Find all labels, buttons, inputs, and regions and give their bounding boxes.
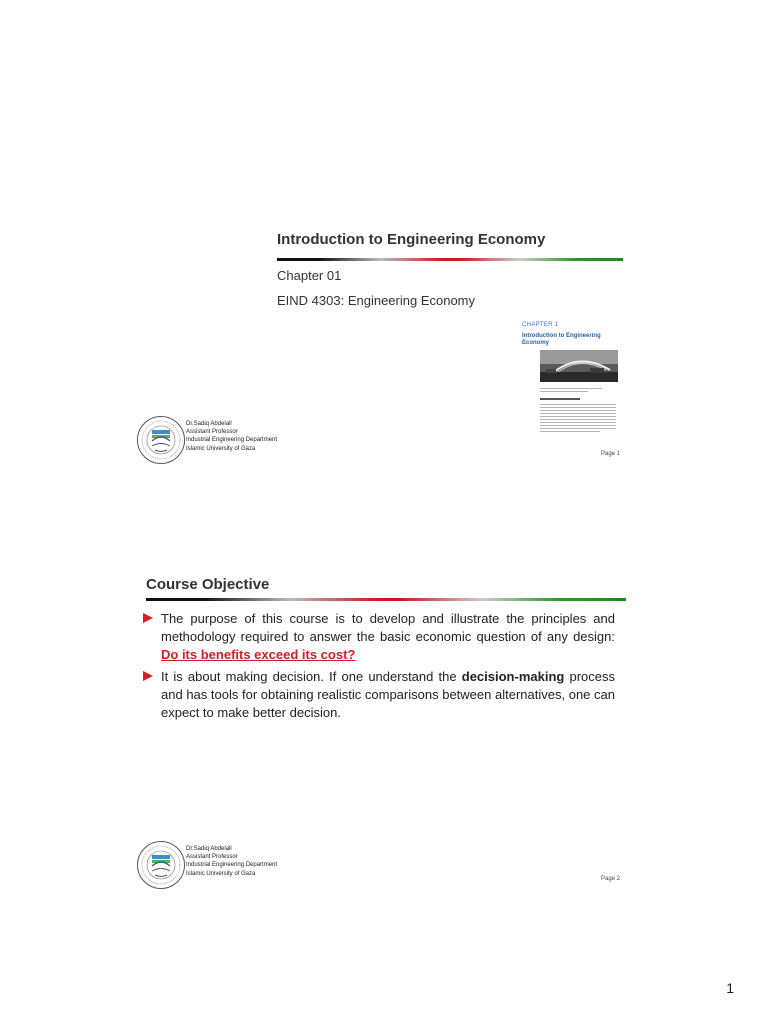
cover-photo [540,350,618,382]
footer-position: Assistant Professor [186,854,238,861]
footer-name: Dr.Sadiq Abdelall [186,421,232,427]
bullet-triangle-icon [143,613,153,623]
university-logo-icon [136,840,186,890]
slide2-title-rule [146,598,626,601]
book-cover-thumbnail [514,318,622,442]
cover-subheading [540,398,580,400]
slide2-page-label: Page 2 [601,876,621,882]
bullet-1-text: The purpose of this course is to develop and illustrate the principles and methodology required to answer the basic economic question of any design: [161,611,615,644]
slide2-title: Course Objective [146,576,270,593]
slide1-title-rule [277,258,623,261]
slide1-chapter: Chapter 01 [277,268,342,283]
footer-name: Dr.Sadiq Abdelall [186,846,232,852]
footer-department: Industrial Engineering Department [186,862,278,869]
document-page-number: 1 [726,980,734,996]
footer-department: Industrial Engineering Department [186,437,278,444]
bullet-1-highlight: Do its benefits exceed its cost? [161,647,356,662]
slide1-page-label: Page 1 [601,451,621,457]
cover-chapter-label: CHAPTER 1 [522,322,559,328]
bullet-2-text-before: It is about making decision. If one understand the [161,669,462,684]
slide1-footer [136,415,306,465]
bullet-2-bold: decision-making [461,669,565,684]
university-logo-icon [136,415,186,465]
slide1-title: Introduction to Engineering Economy [277,231,546,248]
slide2-footer [136,840,306,890]
cover-title: Introduction to Engineering Economy [522,333,601,346]
footer-university: Islamic University of Gaza [186,445,256,452]
footer-position: Assistant Professor [186,429,238,436]
footer-university: Islamic University of Gaza [186,870,256,877]
slide1-course-code: EIND 4303: Engineering Economy [277,293,476,308]
bullet-2-text-after: process and has tools for obtaining realistic comparisons between alternatives, one can expect to make better decision. [161,669,615,720]
bullet-triangle-icon [143,671,153,681]
